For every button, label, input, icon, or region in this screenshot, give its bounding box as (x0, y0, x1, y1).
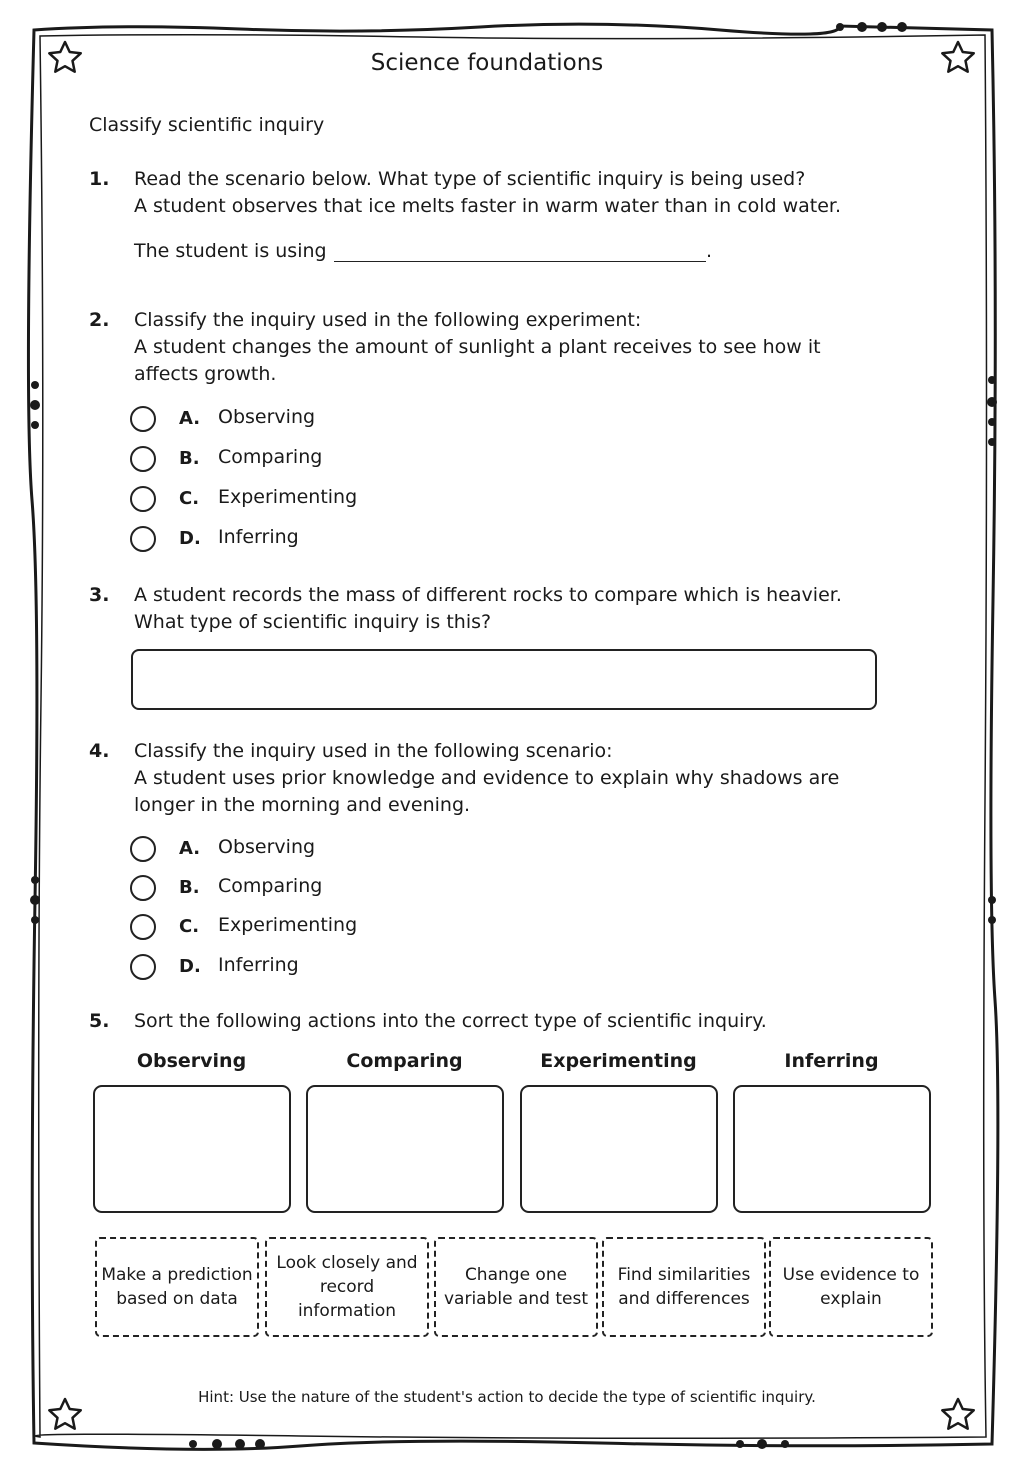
question-number: 1. (89, 168, 110, 190)
option-label: Experimenting (218, 914, 358, 936)
sort-drop-box[interactable] (306, 1085, 504, 1213)
answer-blank-line[interactable] (334, 261, 706, 262)
option-radio[interactable] (130, 836, 156, 862)
option-radio[interactable] (130, 526, 156, 552)
section-subtitle: Classify scientific inquiry (89, 114, 325, 136)
option-radio[interactable] (130, 406, 156, 432)
question-number: 4. (89, 740, 110, 762)
option-letter: B. (179, 877, 200, 898)
question-text: Read the scenario below. What type of scientific inquiry is being used? (134, 168, 806, 190)
option-letter: C. (179, 488, 200, 509)
question-text: Sort the following actions into the correct type of scientific inquiry. (134, 1010, 767, 1032)
question-text: A student changes the amount of sunlight a plant receives to see how it (134, 336, 821, 358)
question-text: Classify the inquiry used in the following experiment: (134, 309, 642, 331)
option-letter: B. (179, 448, 200, 469)
option-letter: D. (179, 956, 201, 977)
page-title: Science foundations (370, 50, 604, 76)
question-number: 3. (89, 584, 110, 606)
category-heading: Experimenting (540, 1050, 697, 1072)
question-text: Classify the inquiry used in the following scenario: (134, 740, 613, 762)
border-dots (30, 22, 997, 1449)
option-label: Comparing (218, 875, 323, 897)
question-number: 2. (89, 309, 110, 331)
option-label: Observing (218, 406, 316, 428)
option-letter: A. (179, 838, 201, 859)
answer-period: . (706, 240, 713, 262)
action-card[interactable]: Look closely and record information (265, 1237, 429, 1337)
question-text: A student records the mass of different rocks to compare which is heavier. (134, 584, 842, 606)
category-heading: Comparing (346, 1050, 463, 1072)
action-card[interactable]: Use evidence to explain (769, 1237, 933, 1337)
option-radio[interactable] (130, 446, 156, 472)
question-number: 5. (89, 1010, 110, 1032)
option-radio[interactable] (130, 486, 156, 512)
option-label: Inferring (218, 954, 299, 976)
question-text: affects growth. (134, 363, 277, 385)
option-letter: D. (179, 528, 201, 549)
option-letter: C. (179, 916, 200, 937)
action-card[interactable]: Change one variable and test (434, 1237, 598, 1337)
question-text: What type of scientific inquiry is this? (134, 611, 492, 633)
category-heading: Inferring (784, 1050, 879, 1072)
option-radio[interactable] (130, 914, 156, 940)
answer-box[interactable] (131, 649, 877, 710)
question-text: A student uses prior knowledge and evidence to explain why shadows are (134, 767, 840, 789)
option-label: Comparing (218, 446, 323, 468)
answer-prompt: The student is using (134, 240, 327, 262)
option-label: Experimenting (218, 486, 358, 508)
question-text: longer in the morning and evening. (134, 794, 471, 816)
option-label: Observing (218, 836, 316, 858)
sort-drop-box[interactable] (733, 1085, 931, 1213)
option-radio[interactable] (130, 875, 156, 901)
sort-drop-box[interactable] (93, 1085, 291, 1213)
question-text: A student observes that ice melts faster in warm water than in cold water. (134, 195, 842, 217)
option-label: Inferring (218, 526, 299, 548)
option-radio[interactable] (130, 954, 156, 980)
sort-drop-box[interactable] (520, 1085, 718, 1213)
action-card[interactable]: Make a prediction based on data (95, 1237, 259, 1337)
category-heading: Observing (136, 1050, 247, 1072)
action-card[interactable]: Find similarities and differences (602, 1237, 766, 1337)
option-letter: A. (179, 408, 201, 429)
hint-text: Hint: Use the nature of the student's action to decide the type of scientific inquiry. (198, 1388, 816, 1406)
